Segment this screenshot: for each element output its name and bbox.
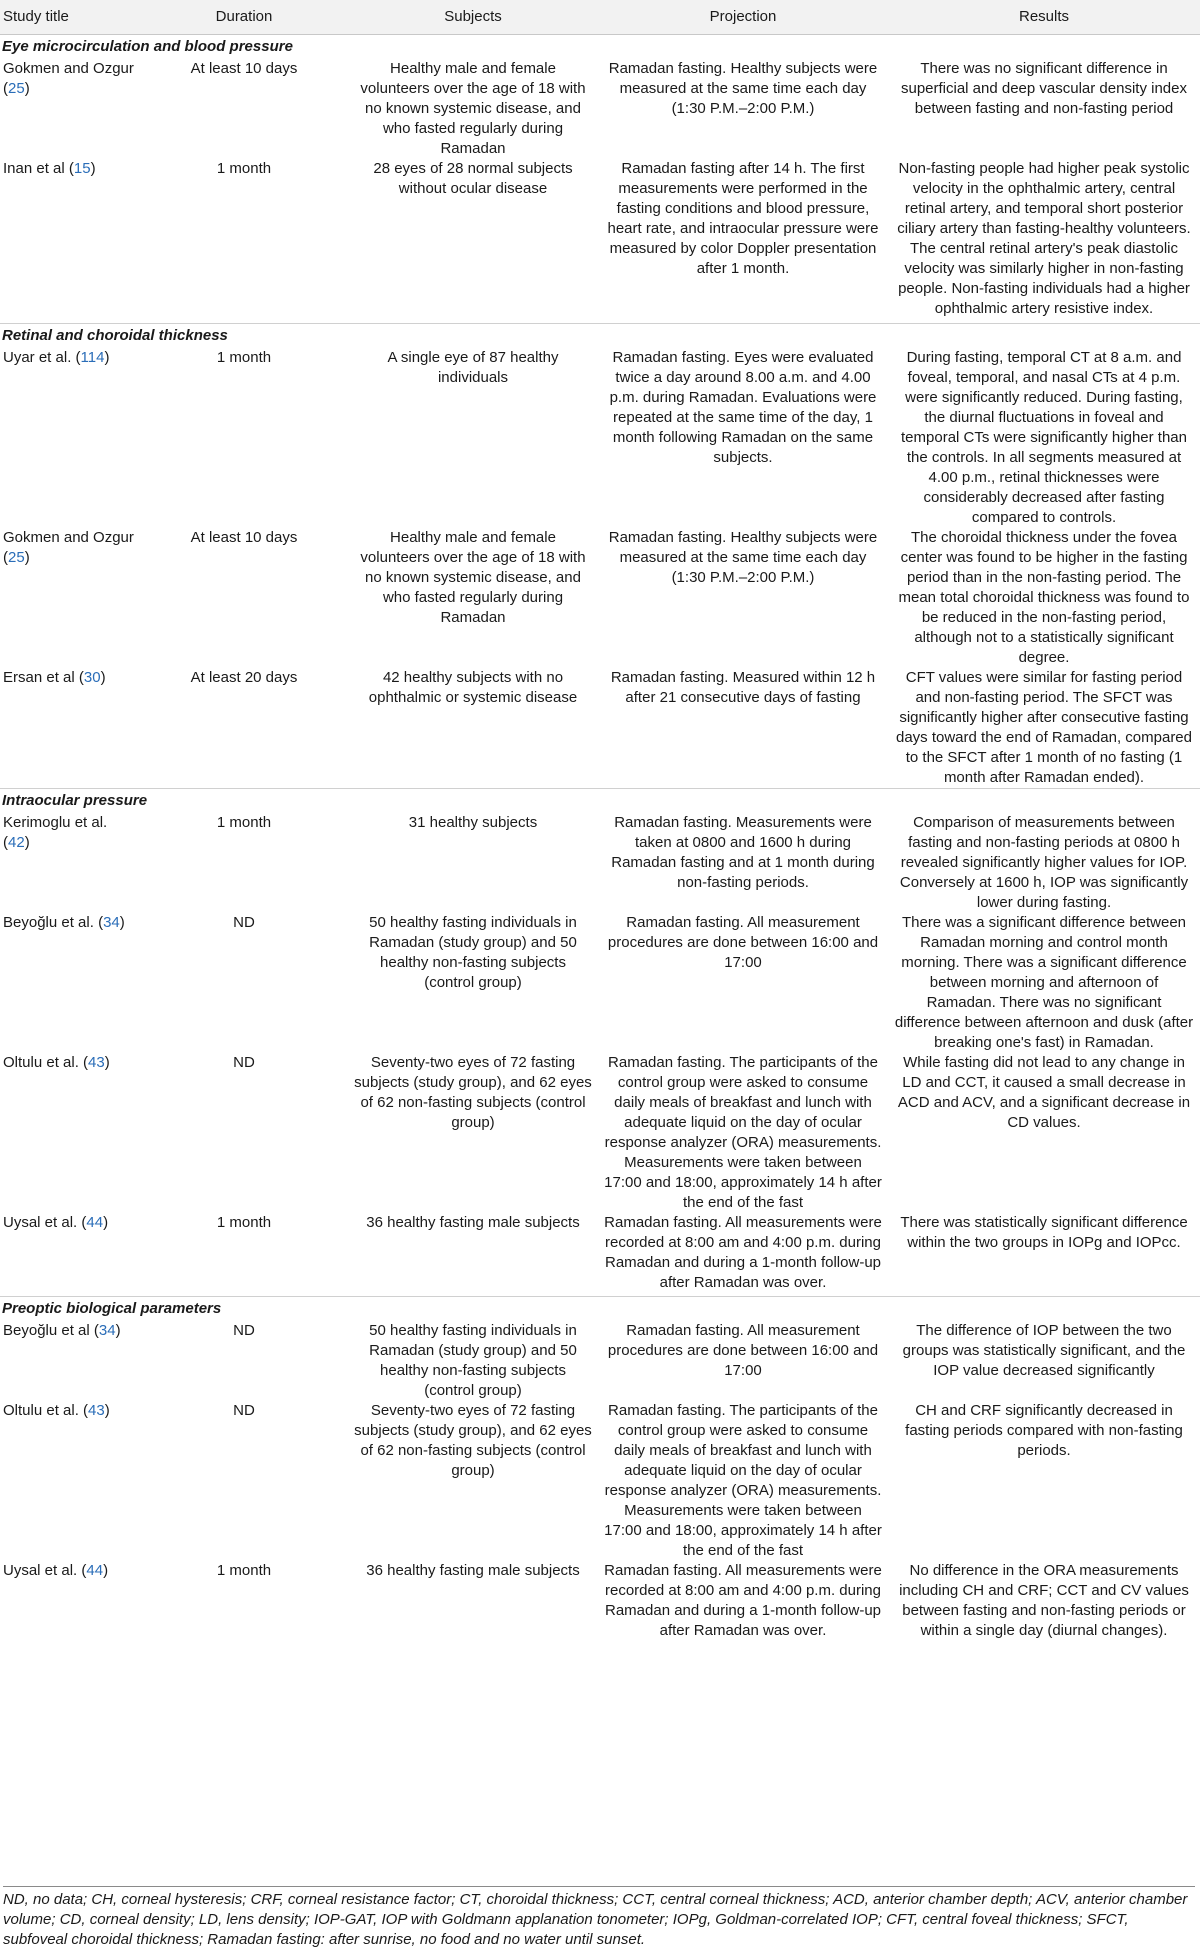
author-name: Kerimoglu et al. [3,813,108,831]
table-row [0,1321,1200,1401]
cell-subjects: Healthy male and female volunteers over the age of 18 with no known systemic disease, and who fasted regularly during Ramadan [360,60,586,157]
cell-projection: Ramadan fasting after 14 h. The first measurements were performed in the fasting conditions and blood pressure, heart rate, and intraocular pressure were measured by color Doppler presentation after 1 month. [607,160,879,277]
author-name: Oltulu et al. [3,1402,79,1419]
cell-study-title: Oltulu et al. (43) [3,1402,110,1419]
cell-results: While fasting did not lead to any change in LD and CCT, it caused a small decrease in ACD and ACV, and a significant decrease in CD values. [897,1053,1191,1131]
cell-duration: 1 month [216,160,272,177]
table-row [0,668,1200,789]
cell-duration: ND [233,1402,255,1419]
reference-link[interactable]: 25 [8,80,25,97]
table-row [0,913,1200,1053]
author-name: Uysal et al. [3,1213,78,1231]
cell-study-title: Gokmen and Ozgur (25) [3,528,134,566]
table-row [0,1561,1200,1661]
author-name: Beyoğlu et al. [3,913,94,931]
reference-link[interactable]: 30 [83,668,101,686]
table-footnote: ND, no data; CH, corneal hysteresis; CRF, corneal resistance factor; CT, choroidal thickness; CCT, central corneal thickness; ACD, anterior chamber depth; ACV, anterior chamber volume; CD, corneal density; LD, lens density; IOP-GAT, IOP with Goldmann applanation tonometer; IOPg, Goldman-correlated IOP; CFT, central foveal thickness; SFCT, subfoveal choroidal thickness; Ramadan fasting: after sunrise, no food and no water until sunset. [3,1886,1195,1950]
table-row [0,1401,1200,1561]
cell-duration: 1 month [216,348,272,366]
cell-subjects: 36 healthy fasting male subjects [366,1213,580,1231]
cell-projection: Ramadan fasting. The participants of the control group were asked to consume daily meals of breakfast and lunch with adequate liquid on the day of ocular response analyzer (ORA) measurements. Measurements were taken between 17:00 and 18:00, approximately 14 h after the end of the fast [604,1402,882,1559]
cell-study-title: Beyoğlu et al. (34) [3,913,125,931]
header-results: Results [888,0,1200,35]
cell-subjects: Seventy-two eyes of 72 fasting subjects (study group), and 62 eyes of 62 non-fasting subjects (control group) [354,1053,592,1131]
cell-results: Comparison of measurements between fasting and non-fasting periods at 0800 h revealed significantly higher values for IOP. Conversely at 1600 h, IOP was significantly lower during fasting. [899,813,1189,911]
author-name: Uyar et al. [3,348,72,366]
reference-link[interactable]: 43 [88,1402,105,1419]
table-row [0,813,1200,913]
cell-subjects: A single eye of 87 healthy individuals [387,348,559,386]
section-title: Preoptic biological parameters [0,1297,1200,1322]
cell-duration: ND [233,1053,255,1071]
cell-subjects: 50 healthy fasting individuals in Ramadan (study group) and 50 healthy non-fasting subjects (control group) [369,1322,577,1399]
cell-results: The choroidal thickness under the fovea center was found to be higher in the fasting period than in the non-fasting period. The mean total choroidal thickness was found to be reduced in the non-fasting period, although not to a statistically significant degree. [898,528,1190,666]
reference-link[interactable]: 43 [88,1053,105,1071]
cell-study-title: Uysal et al. (44) [3,1213,109,1231]
cell-duration: At least 10 days [190,60,298,77]
cell-study-title: Inan et al (15) [3,160,96,177]
cell-subjects: 31 healthy subjects [408,813,538,831]
section-row [0,323,1200,348]
cell-duration: 1 month [216,1213,272,1231]
cell-results: Non-fasting people had higher peak systolic velocity in the ophthalmic artery, central retinal artery, and temporal short posterior ciliary artery than fasting-healthy volunteers. The central retinal artery's peak diastolic velocity was similarly higher in non-fasting people. Non-fasting individuals had a higher ophthalmic artery resistive index. [897,160,1191,317]
author-name: Gokmen and Ozgur [3,60,134,77]
cell-results: During fasting, temporal CT at 8 a.m. and foveal, temporal, and nasal CTs at 4 p.m. were significantly reduced. During fasting, the diurnal fluctuations in foveal and temporal CTs were significantly higher than the controls. In all segments measured at 4.00 p.m., retinal thicknesses were considerably decreased after fasting compared to controls. [901,348,1187,526]
author-name: Gokmen and Ozgur [3,528,134,546]
cell-results: There was no significant difference in superficial and deep vascular density index between fasting and non-fasting period [900,60,1187,117]
section-row [0,1297,1200,1322]
reference-link[interactable]: 25 [8,548,25,566]
header-subjects: Subjects [348,0,598,35]
table-row [0,59,1200,159]
cell-duration: 1 month [216,813,272,831]
author-name: Inan et al [3,160,65,177]
table-row [0,528,1200,668]
header-study-title: Study title [0,0,140,35]
cell-study-title: Uysal et al. (44) [3,1562,109,1579]
table-row [0,1053,1200,1213]
table-row [0,348,1200,528]
cell-subjects: Healthy male and female volunteers over the age of 18 with no known systemic disease, and who fasted regularly during Ramadan [360,528,586,626]
reference-link[interactable]: 44 [86,1213,104,1231]
reference-link[interactable]: 15 [73,160,91,177]
section-row [0,35,1200,60]
cell-duration: ND [233,913,255,931]
author-name: Ersan et al [3,668,75,686]
reference-link[interactable]: 34 [98,1322,116,1339]
cell-projection: Ramadan fasting. All measurements were recorded at 8:00 am and 4:00 p.m. during Ramadan and during a 1-month follow-up after Ramadan was over. [604,1562,882,1639]
cell-projection: Ramadan fasting. All measurement procedures are done between 16:00 and 17:00 [607,913,879,971]
cell-results: CFT values were similar for fasting period and non-fasting period. The SFCT was significantly higher after consecutive fasting days toward the end of Ramadan, compared to the SFCT after 1 month of no fasting (1 month after Ramadan ended). [895,668,1192,786]
cell-duration: ND [233,1322,255,1339]
cell-results: There was a significant difference between Ramadan morning and control month morning. There was a significant difference between morning and afternoon of Ramadan. There was no significant difference between afternoon and dusk (after breaking one's fast) in Ramadan. [894,913,1194,1051]
table-header-row [0,0,1200,35]
table-body [0,35,1200,1662]
reference-link[interactable]: 34 [103,913,120,931]
cell-duration: At least 10 days [190,528,298,546]
cell-results: CH and CRF significantly decreased in fasting periods compared with non-fasting periods. [905,1402,1183,1459]
author-name: Oltulu et al. [3,1053,79,1071]
section-row [0,788,1200,813]
cell-projection: Ramadan fasting. Healthy subjects were measured at the same time each day (1:30 P.M.–2:00 P.M.) [608,528,878,586]
cell-results: The difference of IOP between the two groups was statistically significant, and the IOP value decreased significantly [902,1322,1186,1379]
cell-subjects: 42 healthy subjects with no ophthalmic or systemic disease [368,668,578,706]
author-name: Uysal et al. [3,1562,78,1579]
cell-duration: At least 20 days [190,668,298,686]
table-row [0,159,1200,323]
cell-projection: Ramadan fasting. All measurements were recorded at 8:00 am and 4:00 p.m. during Ramadan and during a 1-month follow-up after Ramadan was over. [604,1213,882,1291]
section-title: Intraocular pressure [0,788,1200,813]
cell-projection: Ramadan fasting. Measured within 12 h after 21 consecutive days of fasting [610,668,876,706]
cell-subjects: 50 healthy fasting individuals in Ramadan (study group) and 50 healthy non-fasting subjects (control group) [369,913,577,991]
cell-subjects: Seventy-two eyes of 72 fasting subjects (study group), and 62 eyes of 62 non-fasting subjects (control group) [354,1402,592,1479]
cell-study-title: Kerimoglu et al. (42) [3,813,108,851]
cell-study-title: Beyoğlu et al (34) [3,1322,121,1339]
cell-results: There was statistically significant difference within the two groups in IOPg and IOPcc. [900,1213,1188,1251]
cell-study-title: Gokmen and Ozgur (25) [3,60,134,97]
cell-subjects: 28 eyes of 28 normal subjects without ocular disease [373,160,573,197]
header-duration: Duration [140,0,348,35]
cell-projection: Ramadan fasting. Measurements were taken at 0800 and 1600 h during Ramadan fasting and at 1 month during non-fasting periods. [611,813,875,891]
reference-link[interactable]: 44 [86,1562,104,1579]
cell-study-title: Uyar et al. (114) [3,348,110,366]
cell-results: No difference in the ORA measurements including CH and CRF; CCT and CV values between fasting and non-fasting periods or within a single day (diurnal changes). [899,1562,1189,1639]
header-projection: Projection [598,0,888,35]
cell-projection: Ramadan fasting. Eyes were evaluated twice a day around 8.00 a.m. and 4.00 p.m. during Ramadan. Evaluations were repeated at the same time of the day, 1 month following Ramadan on the same subjects. [609,348,877,466]
table-row [0,1213,1200,1297]
cell-duration: 1 month [216,1562,272,1579]
author-name: Beyoğlu et al [3,1322,90,1339]
section-title: Retinal and choroidal thickness [0,323,1200,348]
reference-link[interactable]: 114 [80,348,105,366]
cell-projection: Ramadan fasting. The participants of the control group were asked to consume daily meals of breakfast and lunch with adequate liquid on the day of ocular response analyzer (ORA) measurements. Measurements were taken between 17:00 and 18:00, approximately 14 h after the end of the fast [604,1053,882,1211]
cell-subjects: 36 healthy fasting male subjects [366,1562,580,1579]
reference-link[interactable]: 42 [8,833,25,851]
cell-study-title: Oltulu et al. (43) [3,1053,110,1071]
cell-projection: Ramadan fasting. Healthy subjects were measured at the same time each day (1:30 P.M.–2:00 P.M.) [608,60,878,117]
cell-study-title: Ersan et al (30) [3,668,106,686]
cell-projection: Ramadan fasting. All measurement procedures are done between 16:00 and 17:00 [607,1322,879,1379]
section-title: Eye microcirculation and blood pressure [2,38,293,55]
